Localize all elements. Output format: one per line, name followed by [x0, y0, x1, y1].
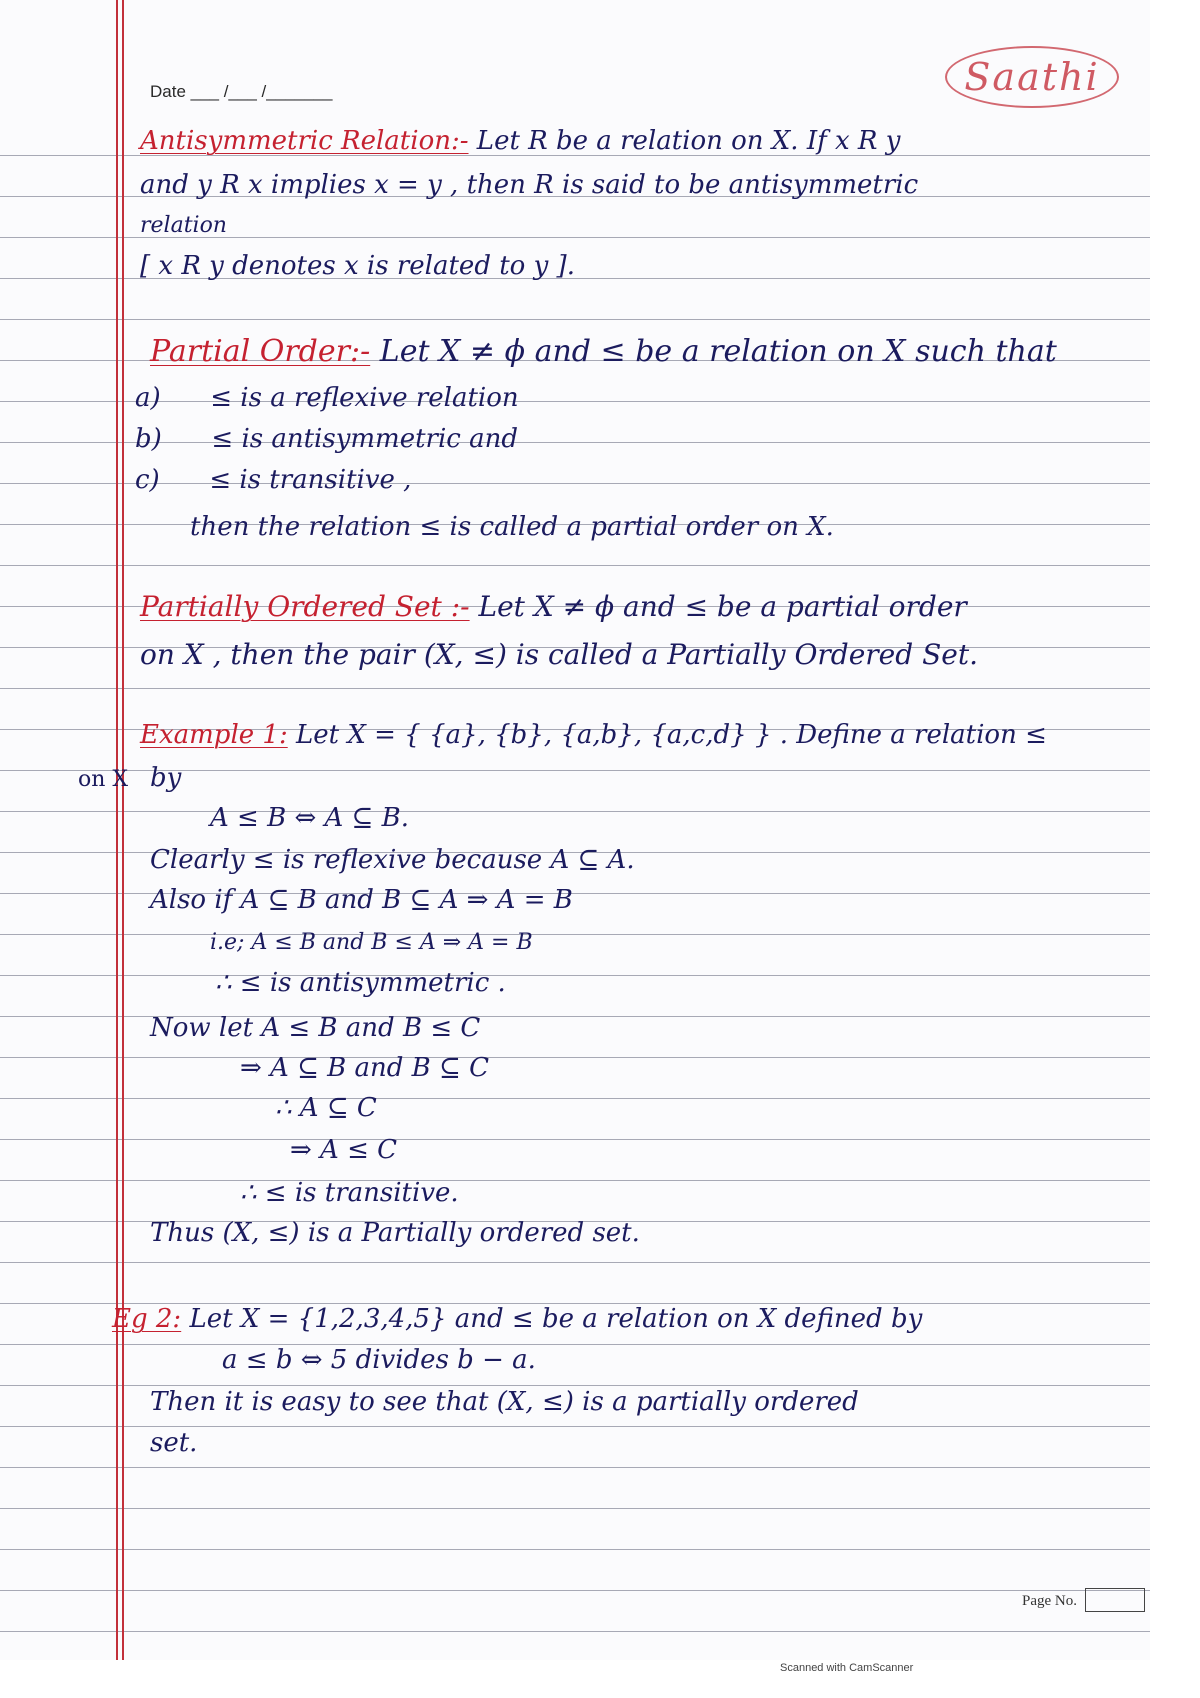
text-line: Let R be a relation on X. If x R y [476, 126, 901, 156]
margin-line [116, 0, 118, 1660]
margin-line [122, 0, 124, 1660]
math-line: i.e; A ≤ B and B ≤ A ⇒ A = B [210, 930, 533, 955]
scanner-watermark: Scanned with CamScanner [780, 1662, 914, 1674]
example1-line-1 [140, 720, 1047, 750]
math-line: ∴ A ⊆ C [275, 1093, 377, 1123]
list-text: ≤ is transitive , [209, 465, 412, 495]
section-heading: Partially Ordered Set :- [140, 590, 470, 623]
list-item [135, 383, 519, 413]
list-label: c) [135, 465, 160, 495]
math-line: ⇒ A ⊆ B and B ⊆ C [240, 1053, 489, 1083]
text-line: by [150, 763, 182, 793]
partial-order-line [150, 334, 1057, 369]
list-item [135, 424, 518, 454]
text-line: Then it is easy to see that (X, ≤) is a partially ordered [150, 1387, 859, 1417]
list-item [135, 465, 411, 495]
text-line: Let X = { {a}, {b}, {a,b}, {a,c,d} } . Define a relation ≤ [295, 720, 1047, 750]
math-line: ∴ ≤ is transitive. [240, 1178, 459, 1208]
math-line: Now let A ≤ B and B ≤ C [150, 1013, 481, 1043]
date-label: Date ___ /___ /_______ [150, 82, 333, 101]
text-line: Let X = {1,2,3,4,5} and ≤ be a relation on X defined by [189, 1304, 923, 1334]
poset-line-1 [140, 592, 967, 622]
math-line: A ≤ B ⇔ A ⊆ B. [210, 803, 409, 833]
text-line: set. [150, 1428, 198, 1458]
page-number-box [1085, 1588, 1145, 1612]
math-line: Thus (X, ≤) is a Partially ordered set. [150, 1218, 640, 1248]
text-line: [ x R y denotes x is related to y ]. [140, 251, 575, 281]
brand-logo: Saathi [945, 46, 1119, 108]
text-line: Let X ≠ ϕ and ≤ be a partial order [478, 590, 967, 623]
list-text: ≤ is a reflexive relation [210, 383, 519, 413]
math-line: Clearly ≤ is reflexive because A ⊆ A. [150, 845, 635, 875]
example2-line-1 [112, 1304, 922, 1334]
antisymmetric-line-1 [140, 126, 900, 156]
example-heading: Example 1: [140, 720, 288, 750]
margin-note: on X [78, 767, 129, 792]
text-line: relation [140, 213, 227, 238]
math-line: ⇒ A ≤ C [290, 1135, 398, 1165]
math-line: ∴ ≤ is antisymmetric . [215, 968, 506, 998]
text-line: a ≤ b ⇔ 5 divides b − a. [222, 1345, 536, 1375]
section-heading: Antisymmetric Relation:- [140, 126, 469, 156]
list-label: b) [135, 424, 162, 454]
math-line: Also if A ⊆ B and B ⊆ A ⇒ A = B [150, 885, 573, 915]
text-line: on X , then the pair (X, ≤) is called a Partially Ordered Set. [140, 638, 978, 671]
list-label: a) [135, 383, 161, 413]
text-line: Let X ≠ ϕ and ≤ be a relation on X such that [379, 334, 1057, 369]
example-heading: Eg 2: [112, 1304, 182, 1334]
text-line: then the relation ≤ is called a partial order on X. [190, 512, 834, 542]
page-no-label: Page No. [1022, 1593, 1077, 1609]
text-line: and y R x implies x = y , then R is said to be antisymmetric [140, 170, 919, 200]
section-heading: Partial Order:- [150, 334, 371, 369]
list-text: ≤ is antisymmetric and [211, 424, 519, 454]
